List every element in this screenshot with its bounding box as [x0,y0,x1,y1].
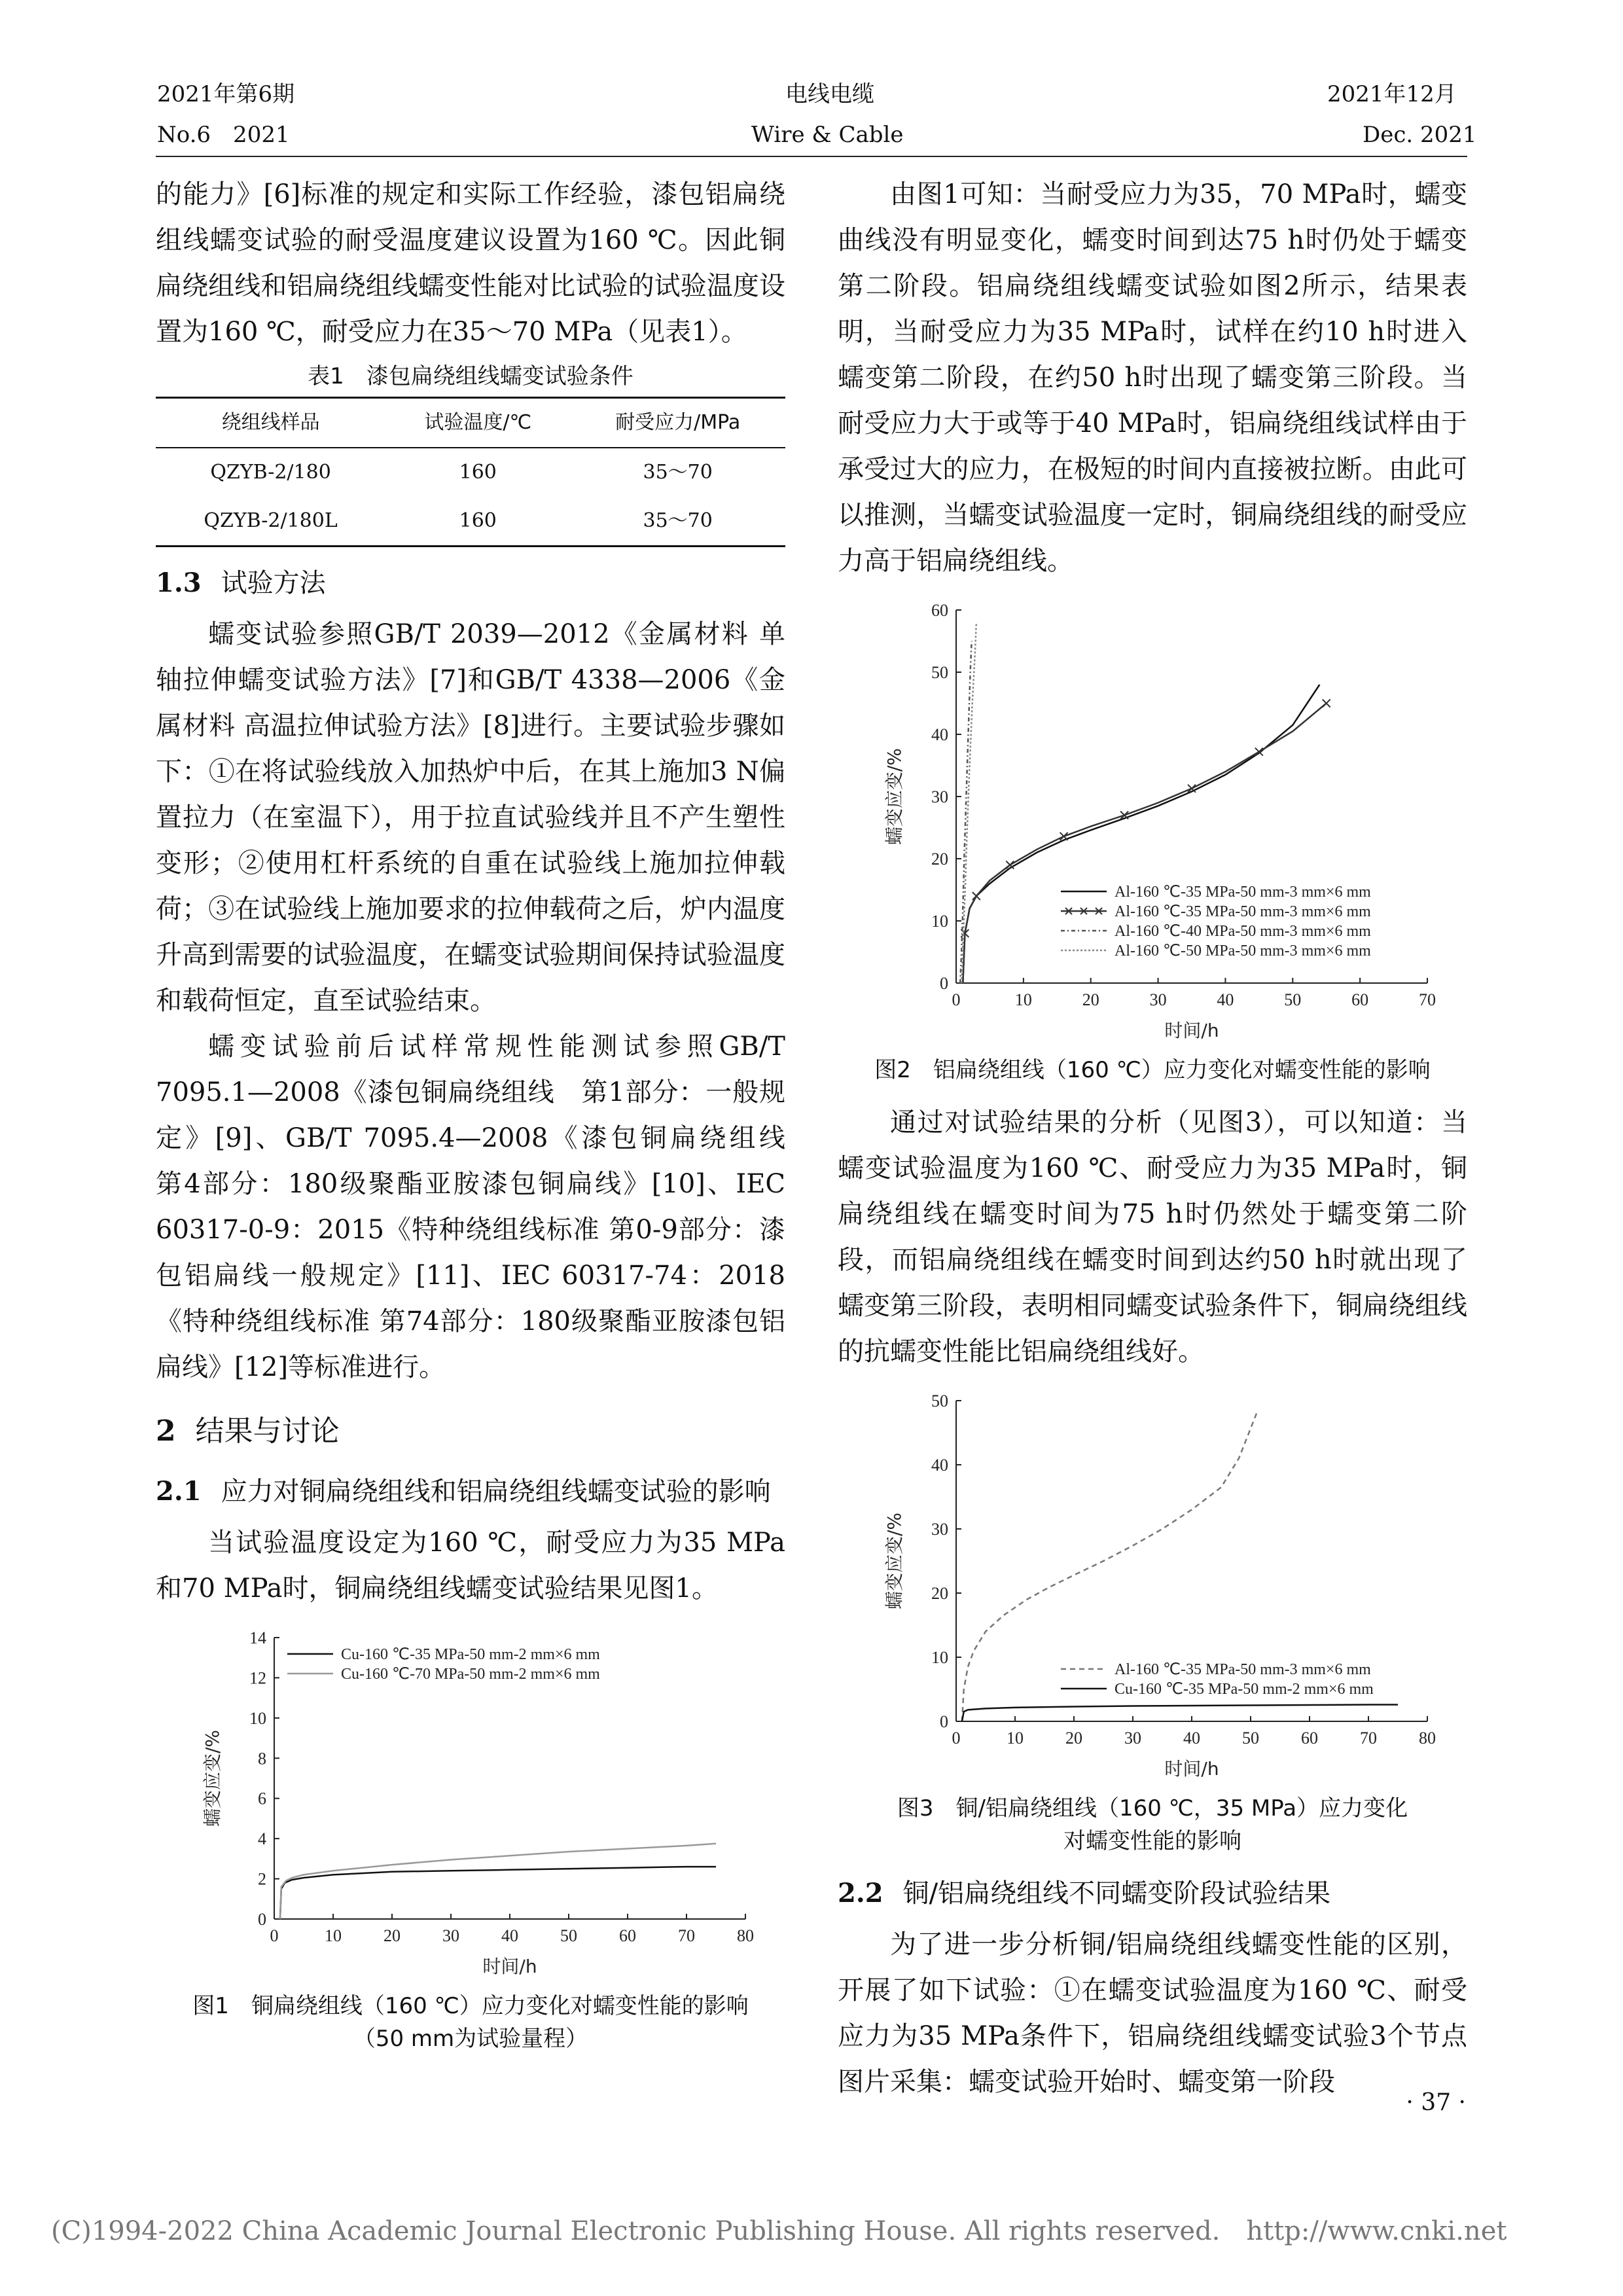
paragraph: 通过对试验结果的分析（见图3），可以知道：当蠕变试验温度为160 ℃、耐受应力为35 MPa时，铜扁绕组线在蠕变时间为75 h时仍然处于蠕变第二阶段，而铝扁绕组线在蠕变时间到达约50 h时就出现了蠕变第三阶段，表明相同蠕变试验条件下，铜扁绕组线的抗蠕变性能比铝扁绕组线好。 [838,1107,1467,1367]
fig1-chart [176,1618,765,1984]
y-tick-label: 40 [931,725,948,744]
y-tick-label: 10 [249,1708,266,1728]
journal-issue-en: No.6 2021 [157,122,290,148]
copyright-footer: (C)1994-2022 China Academic Journal Electronic Publishing House. All rights reserved. http://www.cnki.net [51,2216,1507,2246]
paragraph: 由图1可知：当耐受应力为35，70 MPa时，蠕变曲线没有明显变化，蠕变时间到达75 h时仍处于蠕变第二阶段。铝扁绕组线蠕变试验如图2所示，结果表明，当耐受应力为35 MPa时，试样在约10 h时进入蠕变第二阶段，在约50 h时出现了蠕变第三阶段。当耐受应力大于或等于40 MPa时，铝扁绕组线试样由于承受过大的应力，在极短的时间内直接被拉断。由此可以推测，当蠕变试验温度一定时，铜扁绕组线的耐受应力高于铝扁绕组线。 [838,179,1467,576]
right-column [838,171,1467,2105]
legend-label: Al-160 ℃-50 MPa-50 mm-3 mm×6 mm [1115,942,1371,960]
y-tick-label: 0 [258,1910,266,1929]
table-cell: 160 [459,461,497,484]
series-line [962,1705,1398,1722]
y-tick-label: 4 [258,1829,266,1849]
figure-2 [838,590,1467,1049]
legend-label: Cu-160 ℃-35 MPa-50 mm-2 mm×6 mm [1115,1681,1374,1698]
y-tick-label: 2 [258,1869,266,1889]
data-point-marker [1323,700,1330,708]
journal-title: 电线电缆 [785,81,874,107]
table-cell: QZYB-2/180L [156,497,385,547]
y-tick-label: 40 [931,1456,948,1475]
data-point-marker [1060,833,1068,840]
journal-date-en: Dec. 2021 [1363,122,1477,148]
table-cell: 160 [385,497,570,547]
journal-title-en: Wire & Cable [751,122,904,148]
x-tick-label: 10 [1007,1729,1024,1748]
x-tick-label: 30 [1149,990,1167,1009]
y-tick-label: 0 [940,1712,948,1731]
paragraph: 当试验温度设定为160 ℃，耐受应力为35 MPa和70 MPa时，铜扁绕组线蠕变试验结果见图1。 [156,1528,785,1604]
section-heading: 2 结果与讨论 [156,1414,340,1448]
data-point-marker [972,892,980,900]
table-caption: 表1 漆包扁绕组线蠕变试验条件 [308,363,633,389]
legend-label: Al-160 ℃-35 MPa-50 mm-3 mm×6 mm [1115,884,1371,901]
x-tick-label: 20 [383,1926,401,1945]
x-tick-label: 70 [1360,1729,1377,1748]
x-tick-label: 50 [1284,990,1302,1009]
x-tick-label: 10 [1014,990,1032,1009]
subsection-heading: 2.1 应力对铜扁绕组线和铝扁绕组线蠕变试验的影响 [156,1476,771,1507]
x-tick-label: 80 [737,1926,754,1945]
table-header-cell: 绕组线样品 [156,398,385,448]
x-tick-label: 0 [952,1729,961,1748]
y-tick-label: 20 [931,850,948,869]
x-tick-label: 50 [560,1926,577,1945]
x-tick-label: 50 [1242,1729,1259,1748]
y-tick-label: 30 [931,1520,948,1539]
x-tick-label: 40 [1183,1729,1200,1748]
y-tick-label: 50 [931,1391,948,1410]
paragraph: 蠕变试验前后试样常规性能测试参照GB/T 7095.1—2008《漆包铜扁绕组线 第1部分：一般规定》[9]、GB/T 7095.4—2008《漆包铜扁绕组线 第4部分：180级聚酯亚胺漆包铜扁线》[10]、IEC 60317-0-9：2015《特种绕组线标准 第0-9部分：漆包铝扁线一般规定》[11]、IEC 60317-74：2018《特种绕组线标准 第74部分：180级聚酯亚胺漆包铝扁线》[12]等标准进行。 [156,1031,812,1382]
x-tick-label: 0 [952,990,961,1009]
figure-caption: 图3 铜/铝扁绕组线（160 ℃，35 MPa）应力变化 [897,1795,1408,1821]
fig2-chart [858,590,1447,1049]
y-tick-label: 30 [931,787,948,806]
x-tick-label: 60 [1351,990,1369,1009]
series-line [280,1867,716,1919]
table-row [156,448,785,497]
y-axis-label: 蠕变应变/% [883,747,905,846]
legend-label: Al-160 ℃-35 MPa-50 mm-3 mm×6 mm [1115,1661,1371,1678]
x-tick-label: 20 [1082,990,1099,1009]
journal-date: 2021年12月 [1327,81,1457,107]
y-tick-label: 14 [249,1628,266,1647]
x-tick-label: 10 [325,1926,342,1945]
figure-3 [838,1381,1467,1787]
header-rule [156,156,1467,157]
x-axis-label: 时间/h [1164,1758,1219,1780]
y-tick-label: 6 [258,1789,266,1808]
figure-caption-note: （50 mm为试验量程） [353,2026,588,2052]
x-tick-label: 30 [1124,1729,1141,1748]
x-tick-label: 0 [270,1926,279,1945]
section-heading: 1.3 试验方法 [156,567,326,598]
legend-label: Al-160 ℃-35 MPa-50 mm-3 mm×6 mm [1115,903,1371,920]
series-line [963,704,1326,984]
table-header-cell: 耐受应力/MPa [570,398,785,448]
y-tick-label: 20 [931,1584,948,1603]
x-tick-label: 60 [619,1926,636,1945]
x-tick-label: 70 [678,1926,695,1945]
legend-label: Cu-160 ℃-35 MPa-50 mm-2 mm×6 mm [341,1646,600,1663]
y-axis-label: 蠕变应变/% [202,1729,223,1827]
x-tick-label: 40 [1217,990,1234,1009]
table-header-cell: 试验温度/℃ [385,398,570,448]
y-tick-label: 10 [931,1648,948,1667]
x-tick-label: 30 [442,1926,459,1945]
table-cell: 35～70 [643,461,713,484]
x-tick-label: 80 [1419,1729,1436,1748]
legend-label: Al-160 ℃-40 MPa-50 mm-3 mm×6 mm [1115,923,1371,940]
paragraph: 蠕变试验参照GB/T 2039—2012《金属材料 单轴拉伸蠕变试验方法》[7]和GB/T 4338—2006《金属材料 高温拉伸试验方法》[8]进行。主要试验步骤如下：①在将试验线放入加热炉中后，在其上施加3 N偏置拉力（在室温下），用于拉直试验线并且不产生塑性变形；②使用杠杆系统的自重在试验线上施加拉伸载荷；③在试验线上施加要求的拉伸载荷之后，炉内温度升高到需要的试验温度，在蠕变试验期间保持试验温度和载荷恒定，直至试验结束。 [156,619,785,1016]
figure-caption: 图2 铝扁绕组线（160 ℃）应力变化对蠕变性能的影响 [874,1057,1431,1083]
y-tick-label: 50 [931,663,948,682]
y-tick-label: 0 [940,974,948,993]
test-conditions-table [156,397,785,547]
subsection-heading: 2.2 铜/铝扁绕组线不同蠕变阶段试验结果 [838,1878,1331,1909]
y-tick-label: 8 [258,1749,266,1768]
figure-caption: 图1 铜扁绕组线（160 ℃）应力变化对蠕变性能的影响 [192,1993,749,2019]
x-tick-label: 40 [501,1926,518,1945]
fig3-chart [858,1381,1447,1787]
table-cell: 35～70 [570,497,785,547]
journal-issue: 2021年第6期 [157,81,295,107]
x-tick-label: 70 [1419,990,1436,1009]
x-axis-label: 时间/h [482,1956,537,1977]
series-line [961,622,976,983]
figure-caption: 对蠕变性能的影响 [1063,1828,1241,1854]
table-cell: QZYB-2/180 [210,461,331,484]
series-line [280,1844,716,1919]
page-number: · 37 · [1406,2089,1466,2116]
paragraph: 为了进一步分析铜/铝扁绕组线蠕变性能的区别，开展了如下试验：①在蠕变试验温度为160 ℃、耐受应力为35 MPa条件下，铝扁绕组线蠕变试验3个节点图片采集：蠕变试验开始时、蠕变第一阶段 [838,1929,1467,2097]
paragraph: 的能力》[6]标准的规定和实际工作经验，漆包铝扁绕组线蠕变试验的耐受温度建议设置为160 ℃。因此铜扁绕组线和铝扁绕组线蠕变性能对比试验的试验温度设置为160 ℃，耐受应力在35～70 MPa（见表1）。 [156,179,785,347]
legend-label: Cu-160 ℃-70 MPa-50 mm-2 mm×6 mm [341,1666,600,1683]
x-tick-label: 60 [1301,1729,1318,1748]
x-axis-label: 时间/h [1164,1020,1219,1041]
x-tick-label: 20 [1065,1729,1082,1748]
y-tick-label: 10 [931,912,948,931]
y-tick-label: 12 [249,1668,266,1688]
y-axis-label: 蠕变应变/% [883,1512,905,1610]
y-tick-label: 60 [931,601,948,620]
table-row [156,497,785,547]
left-column [156,171,812,2055]
figure-1 [156,1618,785,1984]
